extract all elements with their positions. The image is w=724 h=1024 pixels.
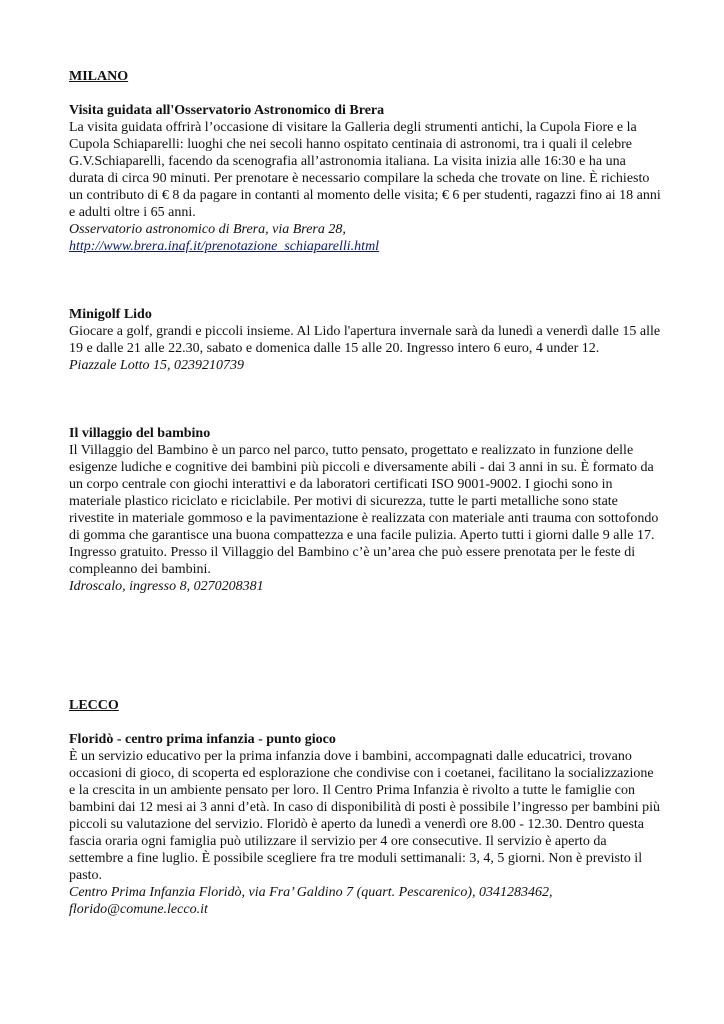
spacer — [69, 85, 661, 102]
entry-minigolf-lido — [69, 306, 661, 374]
entry-florido — [69, 731, 661, 918]
entry-address: Osservatorio astronomico di Brera, via Brera 28, — [69, 222, 346, 237]
spacer — [69, 374, 661, 425]
document-page — [69, 68, 661, 918]
entry-description: La visita guidata offrirà l’occasione di visitare la Galleria degli strumenti antichi, la Cupola Fiore e la Cupola Schiaparelli: luoghi che nei secoli hanno ospitato centinaia di astronomi, tra i quali il celebre G.V.Schiaparelli, facendo da scenografia all’astronomia italiana. La visita inizia alle 16:30 e ha una durata di circa 90 minuti. Per prenotare è necessario compilare la scheda che trovate on line. È richiesto un contributo di € 8 da pagare in contanti al momento delle visita; € 6 per studenti, ragazzi fino ai 18 anni e adulti oltre i 65 anni. — [69, 120, 661, 220]
entry-description: Il Villaggio del Bambino è un parco nel parco, tutto pensato, progettato e realizzato in funzione delle esigenze ludiche e cognitive dei bambini più piccoli e diversamente abili - dai 3 anni in su. È formato da un corpo centrale con giochi interattivi e da laboratori certificati ISO 9001-9002. I giochi sono in materiale plastico riciclato e riciclabile. Per motivi di sicurezza, tutte le parti metalliche sono state rivestite in materiale gommoso e la pavimentazione è realizzata con materiale anti trauma con sottofondo di gomma che garantisce una buona compattezza e una facile pulizia. Aperto tutti i giorni dalle 9 alle 17. Ingresso gratuito. Presso il Villaggio del Bambino c’è un’area che può essere prenotata per le feste di compleanno dei bambini. — [69, 443, 659, 577]
entry-title: Floridò - centro prima infanzia - punto gioco — [69, 732, 336, 747]
spacer — [69, 714, 661, 731]
entry-title: Minigolf Lido — [69, 307, 152, 322]
entry-title: Visita guidata all'Osservatorio Astronomico di Brera — [69, 103, 385, 118]
city-heading-lecco: LECCO — [69, 698, 119, 713]
entry-address: Centro Prima Infanzia Floridò, via Fra’ Galdino 7 (quart. Pescarenico), 0341283462, florido@comune.lecco.it — [69, 885, 553, 917]
entry-address: Piazzale Lotto 15, 0239210739 — [69, 358, 245, 373]
entry-villaggio-bambino — [69, 425, 661, 595]
spacer — [69, 255, 661, 306]
entry-address: Idroscalo, ingresso 8, 0270208381 — [69, 579, 264, 594]
brera-booking-link[interactable]: http://www.brera.inaf.it/prenotazione_schiaparelli.html — [69, 239, 380, 254]
entry-link-line — [69, 238, 661, 255]
entry-title: Il villaggio del bambino — [69, 426, 211, 441]
spacer — [69, 595, 661, 697]
city-heading-milano: MILANO — [69, 69, 129, 84]
entry-description: È un servizio educativo per la prima infanzia dove i bambini, accompagnati dalle educatrici, trovano occasioni di gioco, di scoperta ed esplorazione che condivise con i coetanei, facilitano la socializzazione e la crescita in un ambiente pensato per loro. Il Centro Prima Infanzia è rivolto a tutte le famiglie con bambini dai 12 mesi ai 3 anni d’età. In caso di disponibilità di posti è possibile l’ingresso per bambini più piccoli su valutazione del servizio. Floridò è aperto da lunedì a venerdì ore 8.00 - 12.30. Dentro questa fascia oraria ogni famiglia può utilizzare il servizio per 4 ore consecutive. Il servizio è aperto da settembre a fine luglio. È possibile scegliere fra tre moduli settimanali: 3, 4, 5 giorni. Non è previsto il pasto. — [69, 749, 661, 883]
entry-description: Giocare a golf, grandi e piccoli insieme. Al Lido l'apertura invernale sarà da lunedì a venerdì dalle 15 alle 19 e dalle 21 alle 22.30, sabato e domenica dalle 15 alle 20. Ingresso intero 6 euro, 4 under 12. — [69, 324, 661, 356]
entry-osservatorio-brera — [69, 102, 661, 255]
